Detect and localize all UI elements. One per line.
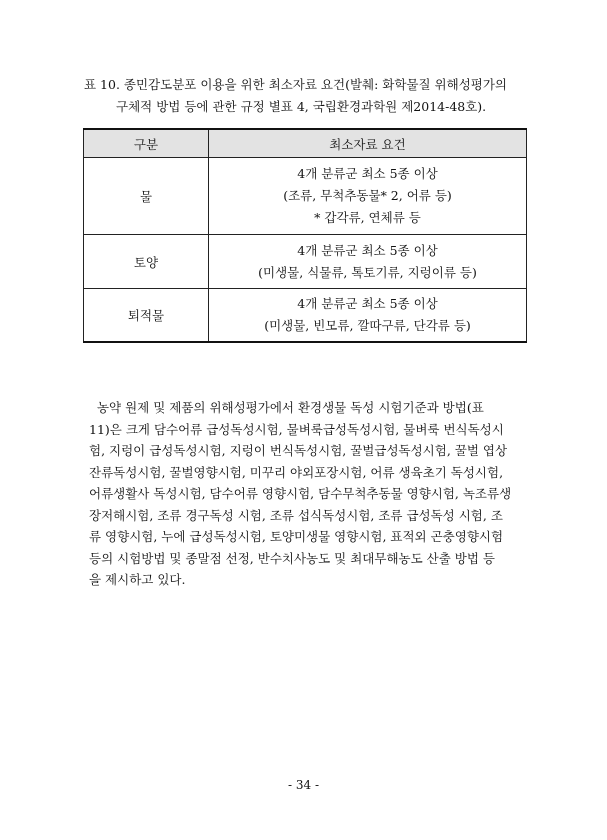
requirement-line: (조류, 무척추동물* 2, 어류 등) bbox=[283, 188, 452, 203]
paragraph-line: 류 영향시험, 누에 급성독성시험, 토양미생물 영향시험, 표적외 곤충영향시험 bbox=[89, 529, 504, 544]
header-category: 구분 bbox=[84, 129, 209, 158]
paragraph-line: 장저해시험, 조류 경구독성 시험, 조류 섭식독성시험, 조류 급성독성 시험, 조 bbox=[89, 507, 503, 523]
paragraph-line: 잔류독성시험, 꿀벌영향시험, 미꾸리 야외포장시험, 어류 생육초기 독성시험, bbox=[89, 464, 504, 480]
caption-line-2: 구체적 방법 등에 관한 규정 별표 4, 국립환경과학원 제2014-48호). bbox=[116, 99, 487, 114]
row-category-sediment: 퇴적물 bbox=[84, 289, 209, 343]
paragraph-line: 험, 지렁이 급성독성시험, 지렁이 번식독성시험, 꿀벌급성독성시험, 꿀벌 엽상 bbox=[89, 443, 508, 458]
paragraph-line: 등의 시험방법 및 종말점 선정, 반수치사농도 및 최대무해농도 산출 방법 등 bbox=[89, 550, 495, 566]
table-row bbox=[84, 158, 527, 235]
requirement-line: (미생물, 빈모류, 깔따구류, 단각류 등) bbox=[264, 318, 471, 333]
minimum-data-requirements-table bbox=[83, 128, 527, 343]
paragraph-line: 을 제시하고 있다. bbox=[89, 572, 186, 587]
row-requirement-water bbox=[209, 158, 527, 235]
requirement-footnote: * 갑각류, 연체류 등 bbox=[314, 210, 421, 225]
requirement-line: 4개 분류군 최소 5종 이상 bbox=[297, 296, 438, 311]
requirement-line: 4개 분류군 최소 5종 이상 bbox=[297, 166, 438, 181]
table-row bbox=[84, 235, 527, 289]
paragraph-line: 어류생활사 독성시험, 담수어류 영향시험, 담수무척추동물 영향시험, 녹조류생 bbox=[89, 486, 512, 501]
paragraph-line: 11)은 크게 담수어류 급성독성시험, 물벼룩급성독성시험, 물벼룩 번식독성시 bbox=[89, 421, 504, 437]
table-header-row bbox=[84, 129, 527, 158]
body-paragraph bbox=[89, 397, 529, 591]
paragraph-line: 농약 원제 및 제품의 위해성평가에서 환경생물 독성 시험기준과 방법(표 bbox=[89, 400, 484, 415]
table-caption bbox=[84, 74, 530, 118]
row-requirement-soil bbox=[209, 235, 527, 289]
row-category-water: 물 bbox=[84, 158, 209, 235]
requirement-line: 4개 분류군 최소 5종 이상 bbox=[297, 242, 438, 258]
row-category-soil: 토양 bbox=[84, 235, 209, 289]
header-requirement: 최소자료 요건 bbox=[209, 129, 527, 158]
row-requirement-sediment bbox=[209, 289, 527, 343]
requirement-line: (미생물, 식물류, 톡토기류, 지렁이류 등) bbox=[258, 264, 477, 280]
page-number: - 34 - bbox=[287, 778, 319, 792]
table-row bbox=[84, 289, 527, 343]
caption-line-1: 표 10. 종민감도분포 이용을 위한 최소자료 요건(발췌: 화학물질 위해성평가의 bbox=[84, 77, 508, 92]
